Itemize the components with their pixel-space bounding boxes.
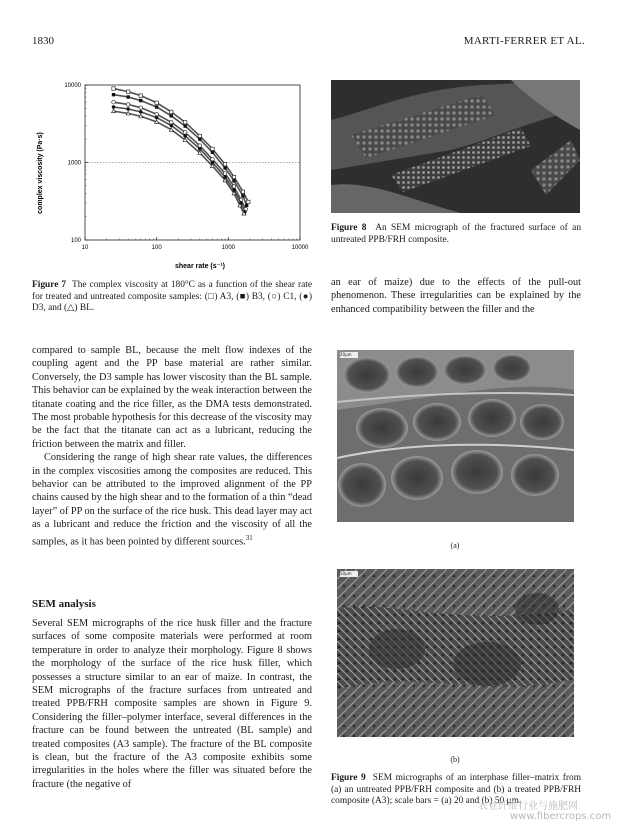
data-point <box>126 90 129 93</box>
figure7-caption-label: Figure 7 <box>32 280 67 290</box>
data-point <box>139 99 142 102</box>
x-tick-label: 100 <box>151 245 162 251</box>
figure7-caption <box>32 280 312 315</box>
data-point <box>155 112 159 116</box>
y-tick-label: 1000 <box>67 160 81 167</box>
data-point <box>183 121 186 124</box>
data-point <box>183 134 187 138</box>
right-column-text: an ear of maize) due to the effects of the pull-out phenomenon. These irregularities can be explained by the enhanced compatibility between the filler and the <box>331 277 581 315</box>
figure9-caption-label: Figure 9 <box>331 773 366 783</box>
data-point <box>169 124 173 128</box>
y-axis-label: complex viscosity (Pa·s) <box>37 132 44 214</box>
data-point <box>126 103 130 107</box>
figure9a-micrograph <box>337 350 574 522</box>
data-point <box>155 116 159 120</box>
page-number: 1830 <box>32 35 54 47</box>
data-point <box>139 106 143 110</box>
data-point <box>112 105 116 109</box>
data-point <box>126 95 129 98</box>
figure8-caption-label: Figure 8 <box>331 223 367 233</box>
data-point <box>155 105 158 108</box>
figure9a-scale-bar: 20μm <box>340 352 358 358</box>
x-tick-label: 10 <box>81 245 89 251</box>
data-point <box>183 124 186 127</box>
paragraph-3: Several SEM micrographs of the rice husk filler and the fracture surfaces of some composite materials were performed at room temperature in order to analyze their morphology. Figure 8 shows the morphology of the surface of the rice husk filler, which possesses a structure similar to an ear of maize. In contrast, the SEM micrographs of the fracture surfaces from untreated and treated PPB/FRH composite samples are shown in Figure 9. Considering the filler–polymer interface, several differences in the fracture can be found between the untreated (BL sample) and treated composites (A3 sample). The fracture of the BL composite is clean, but the fracture of the A3 composite exhibits some irregularities in the holes where the filler was situated before the fracture (the negative of <box>32 618 312 790</box>
figure7-caption-text: The complex viscosity at 180°C as a function of the shear rate for treated and untreated composite samples: (□) A3, (■) B3, (○) C1, (●) D3, and (△) BL. <box>32 280 313 314</box>
data-point <box>112 100 116 104</box>
section-heading-sem-analysis: SEM analysis <box>32 598 96 610</box>
running-title: MARTI-FERRER ET AL. <box>463 35 585 47</box>
data-point <box>170 114 173 117</box>
figure8-micrograph <box>331 80 580 213</box>
data-point <box>241 194 244 197</box>
x-tick-label: 10000 <box>291 245 309 251</box>
data-point <box>198 137 201 140</box>
paragraph-2 <box>32 451 312 548</box>
figure8-caption <box>331 223 581 246</box>
watermark-cn: 农业纤维行业与施肥网 <box>478 801 578 812</box>
y-tick-label: 10000 <box>64 83 81 89</box>
data-point <box>198 147 202 151</box>
data-point <box>183 131 187 135</box>
paragraph-1: compared to sample BL, because the melt flow indexes of the coupling agent and the PP base material are rather similar. Conversely, the D3 sample has lower viscosity than the BL sample. This behavior can be explained by the weak interaction between the titanate coating and the rice filler, as the DMA tests demonstrated. The most probable hypothesis for this decrease of the viscosity may be the fact that the titanate can act as a lubricant, reducing the friction between the matrix and filler. <box>32 345 312 450</box>
data-point <box>139 94 142 97</box>
data-point <box>245 204 248 207</box>
figure9b-scale-bar: 50μm <box>340 571 358 577</box>
figure9-caption-text: SEM micrographs of an interphase filler–matrix from (a) an untreated PPB/FRH composite and (b) a treated PPB/FRH composite (A3); scale bars = (a) 20 and (b) 50 μm. <box>331 773 581 807</box>
y-tick-label: 100 <box>70 238 81 244</box>
watermark-url: www.fibercrops.com <box>510 811 612 822</box>
series-line <box>114 107 245 212</box>
x-tick-label: 1000 <box>221 245 236 251</box>
data-point <box>112 93 115 96</box>
data-point <box>139 110 143 114</box>
data-point <box>126 107 130 111</box>
data-point <box>247 200 250 203</box>
reference-superscript: 31 <box>245 533 253 542</box>
left-column-body <box>32 344 312 549</box>
data-point <box>232 179 235 182</box>
series-line <box>114 95 247 206</box>
figure7-chart <box>30 75 320 275</box>
data-point <box>169 121 173 125</box>
data-point <box>170 110 173 113</box>
x-axis-label: shear rate (s⁻¹) <box>175 263 225 270</box>
figure9a-label: (a) <box>450 541 460 550</box>
data-point <box>112 87 115 90</box>
figure8-caption-text: An SEM micrograph of the fractured surface of an untreated PPB/FRH composite. <box>331 223 582 245</box>
data-point <box>155 101 158 104</box>
paragraph-2-text: Considering the range of high shear rate values, the differences in the complex viscosities among the composites are reduced. This behavior can be attributed to the improved alignment of the PP chains caused by the high shear and to the formation of a thin “dead layer” of PP on the surface of the rice husk. This dead layer may act as a lubricant and reduce the friction and the viscosity of all the samples, as it has been pointed by different sources. <box>32 452 312 548</box>
data-point <box>211 151 214 154</box>
figure9b-label: (b) <box>450 755 460 764</box>
data-point <box>223 166 226 169</box>
figure9b-micrograph <box>337 569 574 737</box>
